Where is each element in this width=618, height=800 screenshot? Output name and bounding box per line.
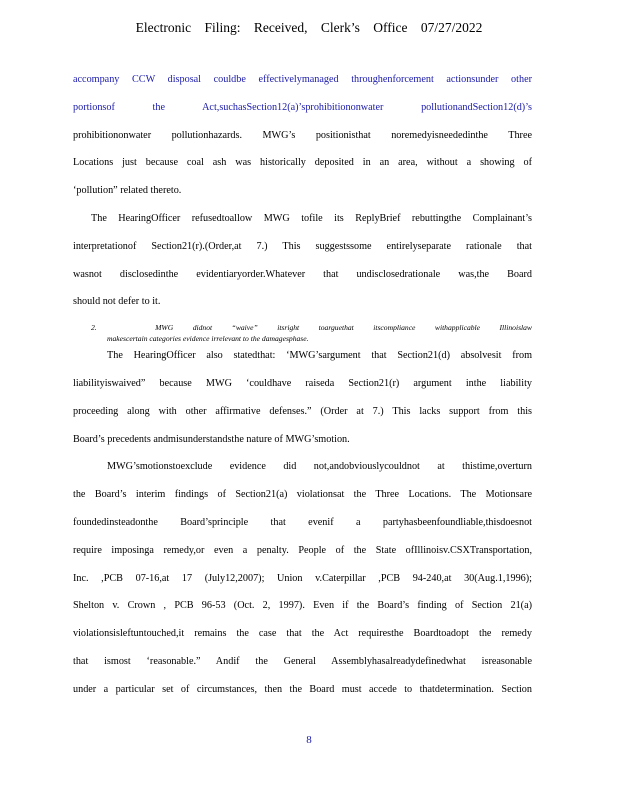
body-line: MWG’smotionstoexclude evidence did not,andobviouslycouldnot at thistime,overturn bbox=[107, 461, 532, 473]
page-number: 8 bbox=[306, 734, 312, 746]
body-line: that ismost ‘reasonable.” Andif the General Assemblyhasalreadydefinedwhat isreasonable bbox=[73, 655, 532, 667]
body-line: portionsof the Act,suchasSection12(a)’sprohibitiononwater pollutionandSection12(d)’s bbox=[73, 101, 532, 113]
body-line: violationsisleftuntouched,it remains the case that the Act requiresthe Boardtoadopt the remedy bbox=[73, 628, 532, 640]
body-line: should not defer to it. bbox=[73, 296, 161, 308]
body-line: The HearingOfficer refusedtoallow MWG tofile its ReplyBrief rebuttingthe Complainant’s bbox=[91, 212, 532, 224]
body-line: Board’s precedents andmisunderstandsthe nature of MWG’smotion. bbox=[73, 433, 350, 445]
body-line: foundedinsteadonthe Board’sprinciple that evenif a partyhasbeenfoundliable,thisdoesnot bbox=[73, 516, 532, 528]
section-heading-text-1: MWG didnot “waive” itsright toarguethat itscompliance withapplicable Illinoislaw bbox=[155, 323, 532, 333]
body-line: wasnot disclosedinthe evidentiaryorder.Whatever that undisclosedrationale was,the Board bbox=[73, 268, 532, 280]
filing-header: Electronic Filing: Received, Clerk’s Office 07/27/2022 bbox=[135, 20, 483, 35]
body-line: ‘pollution” related thereto. bbox=[73, 185, 182, 197]
body-line: proceeding along with other affirmative defenses.” (Order at 7.) This lacks support from this bbox=[73, 405, 532, 417]
body-line: prohibitiononwater pollutionhazards. MWG’s positionisthat noremedyisneededinthe Three bbox=[73, 129, 532, 141]
body-line: accompany CCW disposal couldbe effectivelymanaged throughenforcement actionsunder other bbox=[73, 74, 532, 85]
document-body bbox=[73, 72, 532, 710]
body-line: The HearingOfficer also statedthat: ‘MWG’sargument that Section21(d) absolvesit from bbox=[107, 350, 532, 362]
body-line: interpretationof Section21(r).(Order,at 7.) This suggestssome entirelyseparate rationale that bbox=[73, 240, 532, 252]
body-line: Inc. ,PCB 07-16,at 17 (July12,2007); Union v.Caterpillar ,PCB 94-240,at 30(Aug.1,1996); bbox=[73, 572, 532, 584]
body-line: require imposinga remedy,or even a penalty. People of the State ofIllinoisv.CSXTransportation, bbox=[73, 544, 532, 556]
body-line: Locations just because coal ash was historically deposited in an area, without a showing of bbox=[73, 157, 532, 169]
section-heading-line-1 bbox=[91, 322, 532, 333]
section-number: 2. bbox=[91, 323, 97, 333]
body-line: Shelton v. Crown , PCB 96-53 (Oct. 2, 1997). Even if the Board’s finding of Section 21(a) bbox=[73, 600, 532, 612]
section-heading-line-2: makescertain categories evidence irrelevant to the damagesphase. bbox=[107, 334, 309, 344]
body-line: under a particular set of circumstances, then the Board must accede to thatdetermination. Section bbox=[73, 683, 532, 695]
body-line: liabilityiswaived” because MWG ‘couldhave raiseda Section21(r) argument inthe liability bbox=[73, 377, 532, 389]
body-line: the Board’s interim findings of Section21(a) violationsat the Three Locations. The Motionsare bbox=[73, 489, 532, 501]
